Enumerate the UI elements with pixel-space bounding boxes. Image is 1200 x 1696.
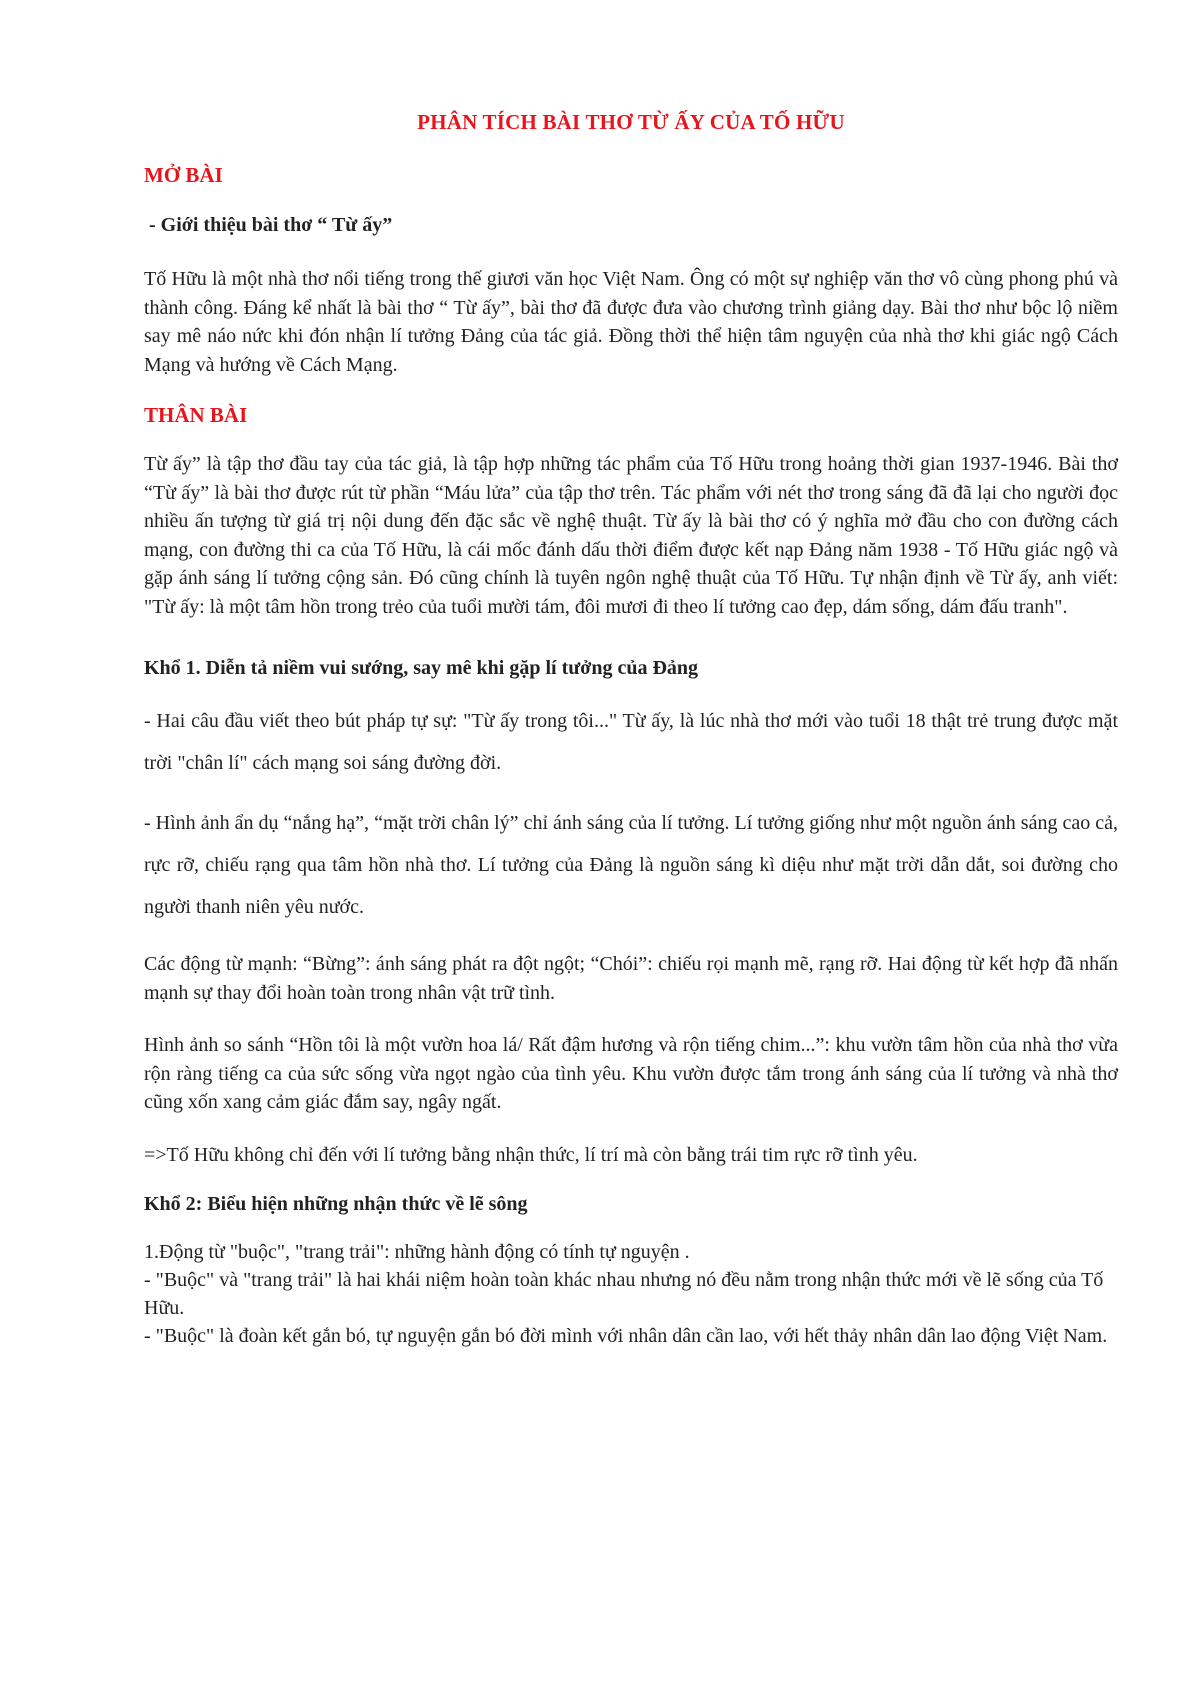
paragraph-kho1-5: =>Tố Hữu không chỉ đến với lí tưởng bằng nhận thức, lí trí mà còn bằng trái tim rực rỡ tình yêu. (144, 1143, 918, 1166)
list-item: 1.Động từ "buộc", "trang trải": những hành động có tính tự nguyện . (144, 1241, 690, 1263)
paragraph-mo-bai: Tố Hữu là một nhà thơ nổi tiếng trong thế giươi văn học Việt Nam. Ông có một sự nghiệp văn thơ vô cùng phong phú và thành công. Đáng kể nhất là bài thơ “ Từ ấy”, bài thơ đã được đưa vào chương trình giảng dạy. Bài thơ như bộc lộ niềm say mê náo nức khi đón nhận lí tưởng Đảng của tác giả. Đồng thời thể hiện tâm nguyện của nhà thơ khi giác ngộ Cách Mạng và hướng về Cách Mạng. (144, 268, 1118, 376)
subheading-gioi-thieu: - Giới thiệu bài thơ “ Từ ấy” (144, 214, 393, 236)
subheading-kho-1: Khổ 1. Diễn tả niềm vui sướng, say mê khi gặp lí tưởng của Đảng (144, 657, 699, 679)
list-item: - "Buộc" là đoàn kết gắn bó, tự nguyện gắn bó đời mình với nhân dân cần lao, với hết thảy nhân dân lao động Việt Nam. (144, 1325, 1108, 1347)
section-heading-than-bai: THÂN BÀI (144, 403, 248, 427)
section-heading-mo-bai: MỞ BÀI (144, 163, 223, 187)
paragraph-kho1-1: - Hai câu đầu viết theo bút pháp tự sự: "Từ ấy trong tôi..." Từ ấy, là lúc nhà thơ mới vào tuổi 18 thật trẻ trung được mặt trời "chân lí" cách mạng soi sáng đường đời. (144, 710, 1118, 774)
paragraph-than-bai-intro: Từ ấy” là tập thơ đầu tay của tác giả, là tập hợp những tác phẩm của Tố Hữu trong hoảng thời gian 1937-1946. Bài thơ “Từ ấy” là bài thơ được rút từ phần “Máu lửa” của tập thơ trên. Tác phẩm với nét thơ trong sáng đã đã lại cho người đọc nhiều ấn tượng từ giá trị nội dung đến đặc sắc về nghệ thuật. Từ ấy là bài thơ có ý nghĩa mở đầu cho con đường cách mạng, con đường thi ca của Tố Hữu, là cái mốc đánh dấu thời điểm được kết nạp Đảng năm 1938 - Tố Hữu giác ngộ và gặp ánh sáng lí tưởng cộng sản. Đó cũng chính là tuyên ngôn nghệ thuật của Tố Hữu. Tự nhận định về Từ ấy, anh viết: "Từ ấy: là một tâm hồn trong trẻo của tuổi mười tám, đôi mươi đi theo lí tưởng cao đẹp, dám sống, dám đấu tranh". (144, 453, 1118, 618)
list-item: - "Buộc" và "trang trải" là hai khái niệm hoàn toàn khác nhau nhưng nó đều nằm trong nhận thức mới về lẽ sống của Tố Hữu. (144, 1269, 1104, 1319)
kho2-list (144, 1238, 1118, 1350)
subheading-kho-2: Khổ 2: Biểu hiện những nhận thức về lẽ sông (144, 1193, 528, 1215)
paragraph-kho1-3: Các động từ mạnh: “Bừng”: ánh sáng phát ra đột ngột; “Chói”: chiếu rọi mạnh mẽ, rạng rỡ. Hai động từ kết hợp đã nhấn mạnh sự thay đổi hoàn toàn trong nhân vật trữ tình. (144, 953, 1118, 1004)
paragraph-kho1-2: - Hình ảnh ẩn dụ “nắng hạ”, “mặt trời chân lý” chỉ ánh sáng của lí tưởng. Lí tưởng giống như một nguồn ánh sáng cao cả, rực rỡ, chiếu rạng qua tâm hồn nhà thơ. Lí tưởng của Đảng là nguồn sáng kì diệu như mặt trời dẫn dắt, soi đường cho người thanh niên yêu nước. (144, 812, 1118, 918)
paragraph-kho1-4: Hình ảnh so sánh “Hồn tôi là một vườn hoa lá/ Rất đậm hương và rộn tiếng chim...”: khu vườn tâm hồn của nhà thơ vừa rộn ràng tiếng ca của sức sống vừa ngọt ngào của tình yêu. Khu vườn được tắm trong ánh sáng của lí tưởng và nhà thơ cũng xốn xang cảm giác đắm say, ngây ngất. (144, 1034, 1118, 1113)
document-page (144, 110, 1118, 1350)
document-title: PHÂN TÍCH BÀI THƠ TỪ ẤY CỦA TỐ HỮU (417, 110, 845, 134)
